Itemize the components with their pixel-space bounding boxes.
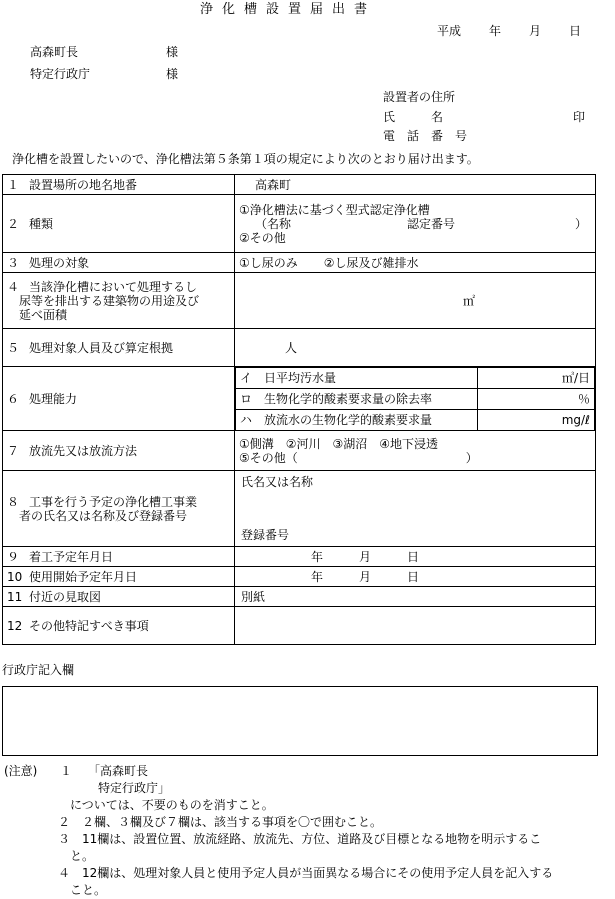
row-building: [3, 273, 596, 329]
note-2: ２ ２欄、３欄及び７欄は、該当する事項を〇で囲むこと。: [58, 815, 383, 829]
note-1-num: １: [60, 764, 73, 778]
date-era: 平成: [437, 24, 462, 38]
row-type: [3, 195, 596, 253]
row-remarks: [3, 607, 596, 645]
persons-unit[interactable]: 人: [235, 329, 596, 367]
seal-mark: 印: [573, 110, 586, 124]
type-value[interactable]: [235, 195, 596, 253]
capacity-bod-removal-label: ロ 生物化学的酸素要求量の除去率: [236, 389, 478, 410]
note-1-a: 「高森町長: [88, 764, 149, 778]
capacity-effluent-bod-unit[interactable]: mg/ℓ: [478, 410, 595, 431]
applicant-phone-label: 電 話 番 号: [383, 129, 468, 143]
contractor-value[interactable]: [235, 471, 596, 547]
row-map-label: 11 付近の見取図: [3, 587, 235, 607]
capacity-effluent-bod-label: ハ 放流水の生物化学的酸素要求量: [236, 410, 478, 431]
type-name-line: （名称 認定番号 ）: [255, 216, 588, 231]
note-1-b: 特定行政庁」: [98, 781, 171, 795]
row-type-label: ２ 種類: [3, 195, 235, 253]
capacity-bod-removal-unit[interactable]: ％: [478, 389, 595, 410]
row-capacity: [3, 367, 596, 431]
remarks-value[interactable]: [235, 607, 596, 645]
row-use-date: [3, 567, 596, 587]
row-discharge: [3, 431, 596, 471]
note-4a: ４ 12欄は、処理対象人員と使用予定人員が当面異なる場合にその使用予定人員を記入する: [58, 866, 554, 880]
admin-label: 行政庁記入欄: [2, 663, 75, 677]
row-target-label: ３ 処理の対象: [3, 253, 235, 273]
location-value[interactable]: 高森町: [235, 175, 596, 195]
addressee-agency: 特定行政庁: [30, 67, 91, 81]
discharge-value[interactable]: [235, 431, 596, 471]
start-date-value[interactable]: 年 月 日: [235, 547, 596, 567]
row-location: [3, 175, 596, 195]
row-contractor-label: ８ 工事を行う予定の浄化槽工事業 者の氏名又は名称及び登録番号: [3, 471, 235, 547]
row-capacity-label: ６ 処理能力: [3, 367, 235, 431]
application-table: [2, 174, 596, 645]
row-start-date-label: ９ 着工予定年月日: [3, 547, 235, 567]
applicant-name-label: 氏 名: [383, 110, 444, 124]
note-3a: ３ 11欄は、設置位置、放流経路、放流先、方位、道路及び目標となる地物を明示するこ: [58, 832, 542, 846]
intro-text: 浄化槽を設置したいので、浄化槽法第５条第１項の規定により次のとおり届け出ます。: [12, 152, 479, 166]
contractor-name-label: 氏名又は名称: [241, 475, 314, 489]
capacity-daily-flow-label: イ 日平均汚水量: [236, 368, 478, 389]
page-title: 浄化槽設置届出書: [200, 2, 377, 17]
target-value: [235, 253, 596, 273]
discharge-other[interactable]: ⑤その他（ ）: [239, 450, 478, 465]
addressee-mayor: 高森町長: [30, 45, 79, 59]
row-target: [3, 253, 596, 273]
row-remarks-label: 12 その他特記すべき事項: [3, 607, 235, 645]
row-discharge-label: ７ 放流先又は放流方法: [3, 431, 235, 471]
date-line: [437, 24, 581, 38]
target-option-2[interactable]: ②し尿及び雑排水: [323, 255, 419, 270]
building-area-unit[interactable]: ㎡: [235, 273, 596, 329]
capacity-subtable: [235, 367, 595, 430]
row-persons: [3, 329, 596, 367]
row-building-label: ４ 当該浄化槽において処理するし 尿等を排出する建築物の用途及び 延べ面積: [3, 273, 235, 329]
applicant-address-label: 設置者の住所: [383, 90, 456, 104]
notes-head: (注意): [4, 764, 38, 778]
discharge-options[interactable]: ①側溝 ②河川 ③湖沼 ④地下浸透: [239, 436, 439, 451]
row-map: [3, 587, 596, 607]
date-day: 日: [569, 24, 582, 38]
contractor-reg-label: 登録番号: [241, 528, 290, 542]
row-start-date: [3, 547, 596, 567]
note-3b: と。: [70, 849, 95, 863]
admin-box[interactable]: [2, 686, 598, 756]
addressee-agency-suffix: 様: [166, 67, 179, 81]
row-location-label: １ 設置場所の地名地番: [3, 175, 235, 195]
target-option-1[interactable]: ①し尿のみ: [239, 255, 298, 270]
type-option-1[interactable]: ①浄化槽法に基づく型式認定浄化槽: [239, 202, 430, 217]
row-persons-label: ５ 処理対象人員及び算定根拠: [3, 329, 235, 367]
note-4b: こと。: [70, 883, 107, 897]
row-use-date-label: 10 使用開始予定年月日: [3, 567, 235, 587]
addressee-mayor-suffix: 様: [166, 45, 179, 59]
row-contractor: [3, 471, 596, 547]
capacity-daily-flow-unit[interactable]: ㎥/日: [478, 368, 595, 389]
date-year: 年: [489, 24, 502, 38]
use-date-value[interactable]: 年 月 日: [235, 567, 596, 587]
capacity-cell: [235, 367, 596, 431]
map-value[interactable]: 別紙: [235, 587, 596, 607]
date-month: 月: [529, 24, 542, 38]
note-1-c: については、不要のものを消すこと。: [70, 798, 274, 812]
type-option-2[interactable]: ②その他: [239, 230, 286, 245]
